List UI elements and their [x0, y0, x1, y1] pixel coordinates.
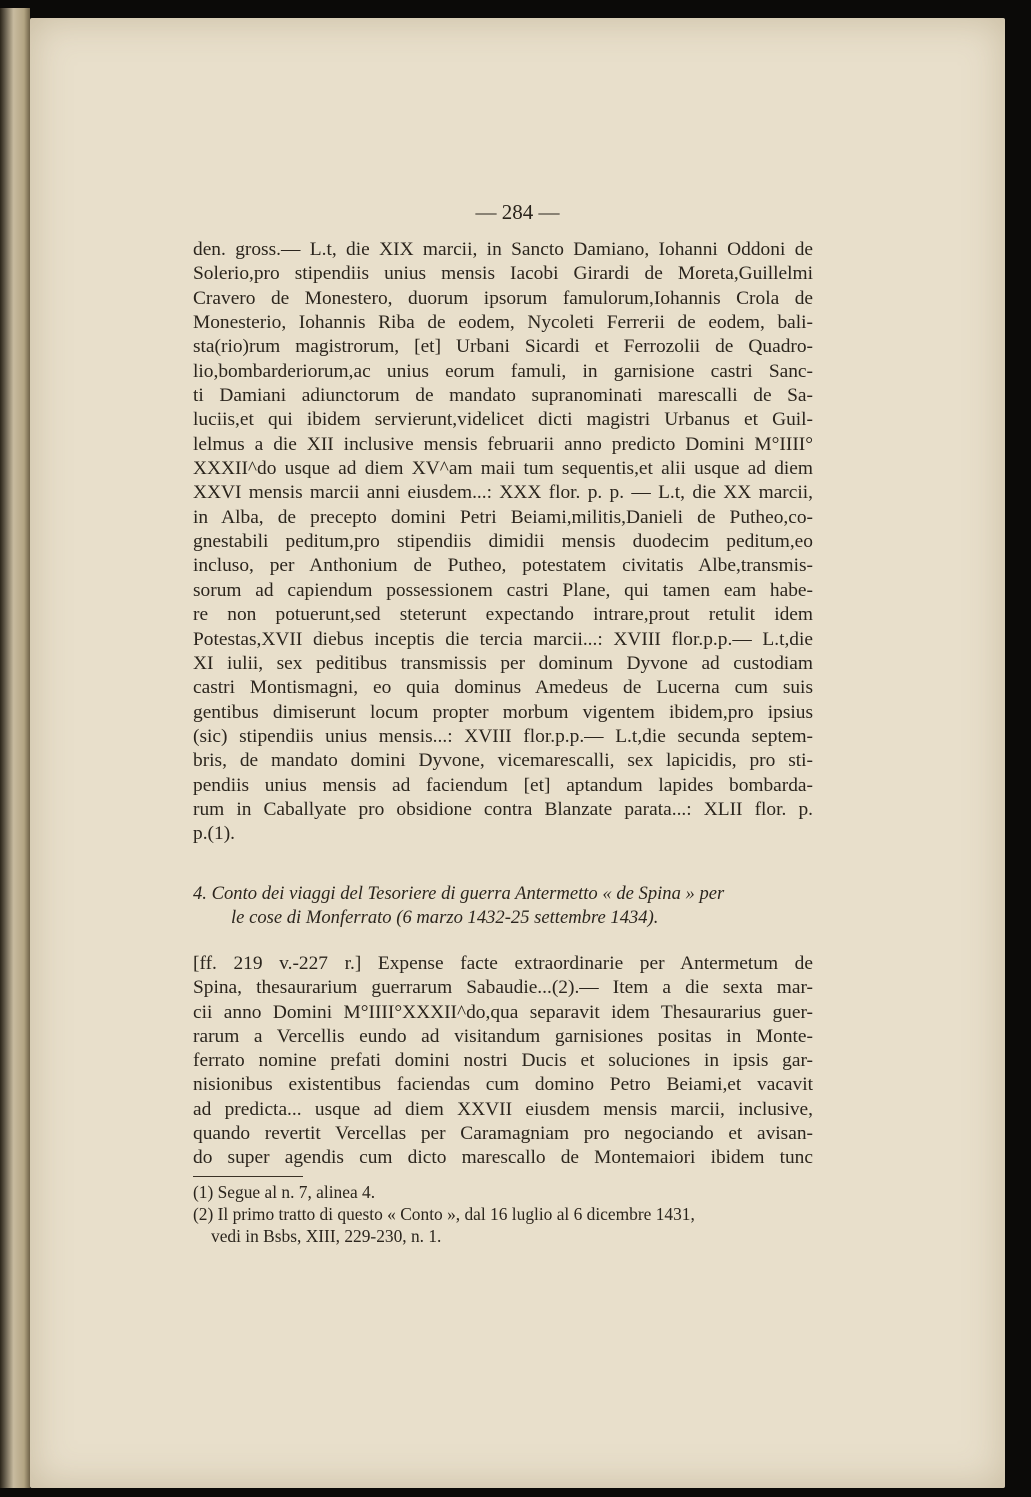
text-line: re non potuerunt,sed steterunt expectando intrare,prout retulit idem [193, 604, 813, 626]
adjacent-page-edge [0, 8, 30, 1488]
text-line: in Alba, de precepto domini Petri Beiami,militis,Danieli de Putheo,co- [193, 506, 813, 528]
text-line: [ff. 219 v.-227 r.] Expense facte extraordinarie per Antermetum de [193, 953, 813, 974]
text-line: luciis,et qui ibidem servierunt,videlicet dicti magistri Urbanus et Guil- [193, 409, 813, 431]
footnotes [193, 1181, 823, 1247]
section-heading-line-1: 4. Conto dei viaggi del Tesoriere di guerra Antermetto « de Spina » per [193, 883, 725, 904]
section-heading-line-2: le cose di Monferrato (6 marzo 1432-25 settembre 1434). [231, 907, 659, 928]
text-line: lelmus a die XII inclusive mensis februarii anno predicto Domini M°IIII° [193, 433, 813, 455]
footnote-2: (2) Il primo tratto di questo « Conto », dal 16 luglio al 6 dicembre 1431, [193, 1204, 695, 1224]
text-line: castri Montismagni, eo quia dominus Amedeus de Lucerna cum suis [193, 677, 813, 699]
page-number: — 284 — [475, 200, 560, 224]
text-line: ti Damiani adiunctorum de mandato supranominati marescalli de Sa- [193, 385, 813, 407]
text-line: sorum ad capiendum possessionem castri Plane, qui tamen eam habe- [193, 579, 813, 601]
text-line: Monesterio, Iohannis Riba de eodem, Nycoleti Ferrerii de eodem, bali- [193, 312, 813, 334]
text-line: ad predicta... usque ad diem XXVII eiusdem mensis marcii, inclusive, [193, 1098, 813, 1120]
text-line: XI iulii, sex peditibus transmissis per dominum Dyvone ad custodiam [193, 652, 813, 674]
footnote-2-continued: vedi in Bsbs, XIII, 229-230, n. 1. [211, 1226, 442, 1246]
text-line: nisionibus existentibus faciendas cum domino Petro Beiami,et vacavit [193, 1074, 813, 1096]
text-line: pendiis unius mensis ad faciendum [et] aptandum lapides bombarda- [193, 774, 813, 796]
text-line: XXVI mensis marcii anni eiusdem...: XXX flor. p. p. — L.t, die XX marcii, [193, 482, 813, 504]
text-line: do super agendis cum dicto marescallo de Montemaiori ibidem tunc [193, 1147, 813, 1169]
text-line: p.(1). [193, 823, 236, 845]
text-line: gentibus dimiserunt locum propter morbum vigentem ibidem,pro ipsius [193, 701, 813, 723]
text-line: Cravero de Monestero, duorum ipsorum famulorum,Iohannis Crola de [193, 287, 813, 309]
text-line: Potestas,XVII diebus inceptis die tercia marcii...: XVIII flor.p.p.— L.t,die [193, 628, 813, 650]
text-line: gnestabili peditum,pro stipendiis dimidii mensis duodecim peditum,eo [193, 531, 813, 553]
paragraph-accounts [193, 238, 813, 847]
book-page [30, 18, 1005, 1488]
text-line: lio,bombarderiorum,ac unius eorum famuli, in garnisione castri Sanc- [193, 360, 813, 382]
text-line: bris, de mandato domini Dyvone, vicemarescalli, sex lapicidis, pro sti- [193, 750, 813, 772]
section-heading [193, 882, 823, 930]
text-line: (sic) stipendiis unius mensis...: XVIII flor.p.p.— L.t,die secunda septem- [193, 725, 813, 747]
footnote-rule [193, 1176, 303, 1177]
text-line: rum in Caballyate pro obsidione contra Blanzate parata...: XLII flor. p. [193, 798, 813, 820]
text-line: rarum a Vercellis eundo ad visitandum garnisiones positas in Monte- [193, 1025, 813, 1047]
text-line: incluso, per Anthonium de Putheo, potestatem civitatis Albe,transmis- [193, 555, 813, 577]
text-line: Spina, thesaurarium guerrarum Sabaudie...(2).— Item a die sexta mar- [193, 977, 813, 999]
text-line: XXXII^do usque ad diem XV^am maii tum sequentis,et alii usque ad diem [193, 458, 813, 480]
paragraph-expenses [193, 952, 813, 1171]
text-line: quando revertit Vercellas per Caramagniam pro negociando et avisan- [193, 1123, 813, 1145]
text-line: cii anno Domini M°IIII°XXXII^do,qua separavit idem Thesaurarius guer- [193, 1001, 813, 1023]
footnote-1: (1) Segue al n. 7, alinea 4. [193, 1182, 376, 1202]
text-line: den. gross.— L.t, die XIX marcii, in Sancto Damiano, Iohanni Oddoni de [193, 239, 813, 260]
text-line: Solerio,pro stipendiis unius mensis Iacobi Girardi de Moreta,Guillelmi [193, 263, 813, 285]
text-line: sta(rio)rum magistrorum, [et] Urbani Sicardi et Ferrozolii de Quadro- [193, 336, 813, 358]
text-line: ferrato nomine prefati domini nostri Ducis et soluciones in ipsis gar- [193, 1050, 813, 1072]
